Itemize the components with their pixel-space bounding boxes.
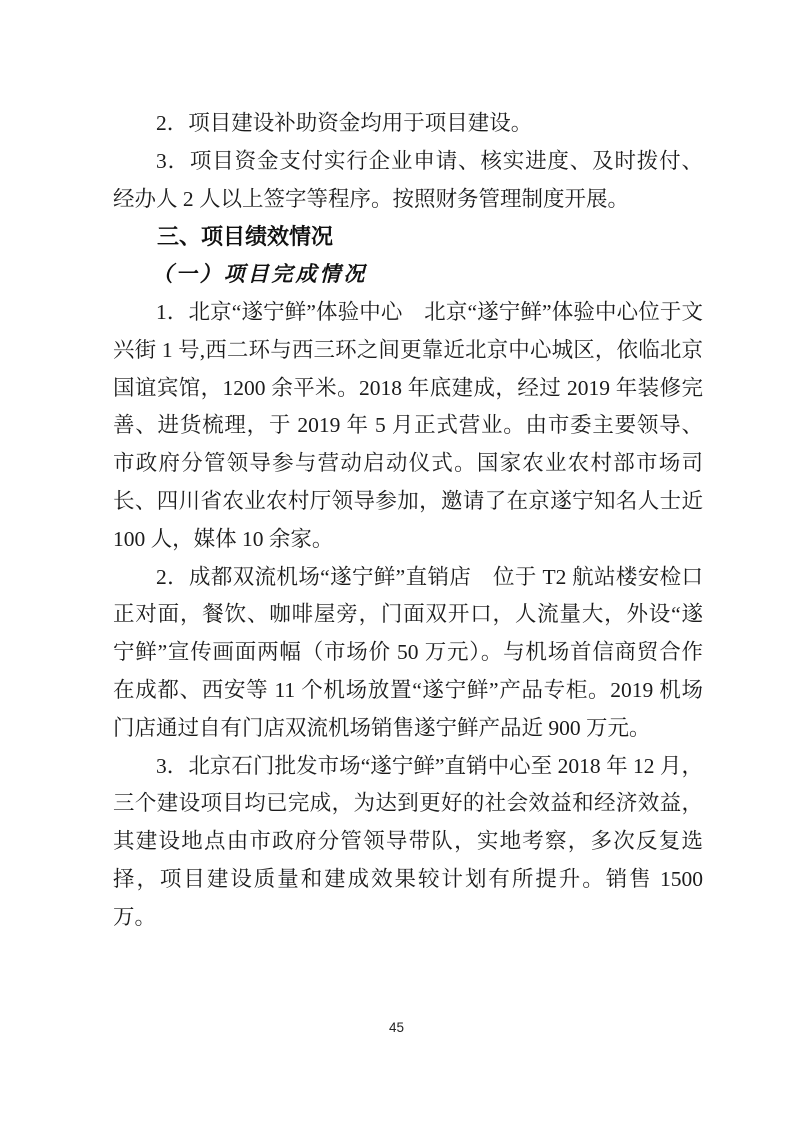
subsection-heading-completion: （一）项目完成情况 — [151, 262, 368, 287]
paragraph-beijing-shimen-market: 3．北京石门批发市场“遂宁鲜”直销中心至 2018 年 12 月，三个建设项目均已完成，为达到更好的社会效益和经济效益，其建设地点由市政府分管领导带队，实地考察，多次反复选择，项目建设质量和建成效果较计划有所提升。销售 1500 万。 — [113, 753, 703, 929]
paragraph-payment-procedure: 3．项目资金支付实行企业申请、核实进度、及时拨付、经办人 2 人以上签字等程序。按照财务管理制度开展。 — [113, 148, 703, 211]
section-heading-performance: 三、项目绩效情况 — [157, 224, 334, 250]
paragraph-chengdu-airport-store: 2．成都双流机场“遂宁鲜”直销店 位于 T2 航站楼安检口正对面，餐饮、咖啡屋旁，门面双开口，人流量大，外设“遂宁鲜”宣传画面两幅（市场价 50 万元）。与机场首信商贸合作在成都、西安等 11 个机场放置“遂宁鲜”产品专柜。2019 机场门店通过自有门店双流机场销售遂宁鲜产品近 900 万元。 — [113, 564, 703, 740]
paragraph-fund-usage: 2．项目建设补助资金均用于项目建设。 — [156, 111, 533, 135]
page-number: 45 — [388, 1020, 405, 1035]
paragraph-beijing-experience-center: 1．北京“遂宁鲜”体验中心 北京“遂宁鲜”体验中心位于文兴街 1 号,西二环与西三环之间更靠近北京中心城区，依临北京国谊宾馆，1200 余平米。2018 年底建成，经过 2019 年装修完善、进货梳理，于 2019 年 5 月正式营业。由市委主要领导、市政府分管领导参与营动启动仪式。国家农业农村部市场司长、四川省农业农村厅领导参加，邀请了在京遂宁知名人士近 100 人，媒体 10 余家。 — [113, 299, 703, 551]
document-body — [113, 105, 703, 937]
